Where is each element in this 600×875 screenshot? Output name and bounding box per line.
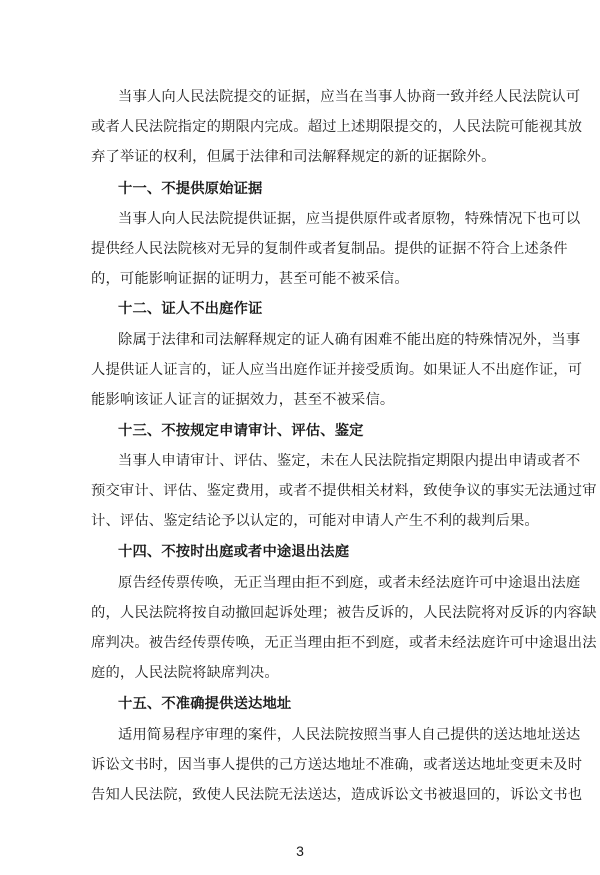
paragraph-line: 人提供证人证言的，证人应当出庭作证并接受质询。如果证人不出庭作证，可 [91, 362, 583, 378]
paragraph-line: 告知人民法院，致使人民法院无法送达，造成诉讼文书被退回的，诉讼文书也 [91, 787, 583, 803]
section-heading: 十四、不按时出庭或者中途退出法庭 [118, 544, 350, 560]
paragraph-line: 当事人向人民法院提供证据，应当提供原件或者原物，特殊情况下也可以 [118, 211, 581, 227]
section-heading: 十二、证人不出庭作证 [118, 301, 263, 317]
paragraph-line: 的，可能影响证据的证明力，甚至可能不被采信。 [91, 271, 409, 287]
section-heading: 十三、不按规定申请审计、评估、鉴定 [118, 423, 364, 439]
paragraph-line: 计、评估、鉴定结论予以认定的，可能对申请人产生不利的裁判后果。 [91, 513, 539, 529]
paragraph-line: 席判决。被告经传票传唤，无正当理由拒不到庭，或者未经法庭许可中途退出法 [91, 635, 597, 651]
page-number: 3 [296, 843, 304, 859]
paragraph-line: 预交审计、评估、鉴定费用，或者不提供相关材料，致使争议的事实无法通过审 [91, 483, 597, 499]
paragraph-line: 除属于法律和司法解释规定的证人确有困难不能出庭的特殊情况外，当事 [118, 332, 581, 348]
paragraph-line: 的，人民法院将按自动撤回起诉处理；被告反诉的，人民法院将对反诉的内容缺 [91, 605, 597, 621]
paragraph-line: 庭的，人民法院将缺席判决。 [91, 665, 279, 681]
paragraph-line: 能影响该证人证言的证据效力，甚至不被采信。 [91, 392, 395, 408]
paragraph-line: 或者人民法院指定的期限内完成。超过上述期限提交的，人民法院可能视其放 [91, 119, 583, 135]
paragraph-line: 原告经传票传唤，无正当理由拒不到庭，或者未经法庭许可中途退出法庭 [118, 575, 581, 591]
paragraph-line: 提供经人民法院核对无异的复制件或者复制品。提供的证据不符合上述条件 [91, 241, 568, 257]
section-heading: 十一、不提供原始证据 [118, 181, 263, 197]
paragraph-line: 当事人申请审计、评估、鉴定，未在人民法院指定期限内提出申请或者不 [118, 453, 581, 469]
section-heading: 十五、不准确提供送达地址 [118, 696, 292, 712]
paragraph-line: 弃了举证的权利，但属于法律和司法解释规定的新的证据除外。 [91, 149, 496, 165]
paragraph-line: 当事人向人民法院提交的证据，应当在当事人协商一致并经人民法院认可 [118, 89, 581, 105]
paragraph-line: 适用简易程序审理的案件，人民法院按照当事人自己提供的送达地址送达 [118, 727, 581, 743]
paragraph-line: 诉讼文书时，因当事人提供的己方送达地址不准确，或者送达地址变更未及时 [91, 757, 583, 773]
